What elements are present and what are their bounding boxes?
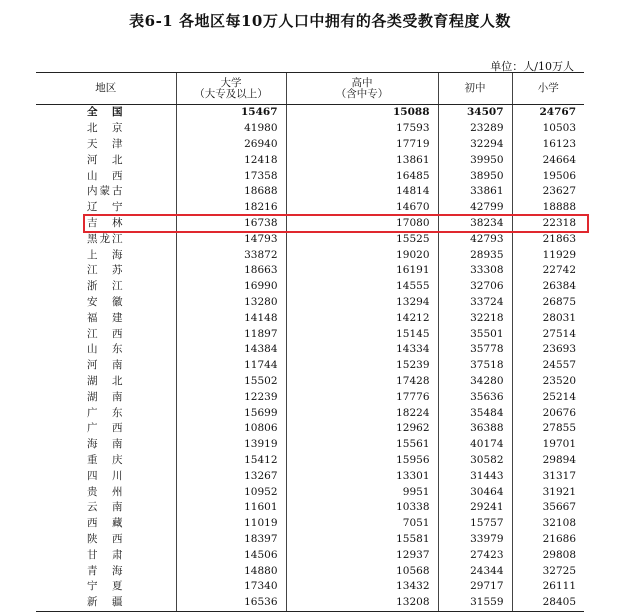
table-row bbox=[36, 326, 584, 342]
cell-college: 16738 bbox=[176, 216, 286, 232]
cell-high: 12937 bbox=[286, 547, 438, 563]
cell-high: 13294 bbox=[286, 295, 438, 311]
cell-region: 宁 夏 bbox=[87, 580, 125, 593]
cell-middle: 29241 bbox=[438, 500, 512, 516]
cell-middle: 27423 bbox=[438, 547, 512, 563]
cell-high: 17719 bbox=[286, 137, 438, 153]
cell-high: 13208 bbox=[286, 595, 438, 611]
table-row bbox=[36, 468, 584, 484]
cell-college: 12418 bbox=[176, 152, 286, 168]
header-middle: 初中 bbox=[438, 73, 512, 105]
table-row bbox=[36, 342, 584, 358]
cell-middle: 33724 bbox=[438, 295, 512, 311]
cell-high: 16191 bbox=[286, 263, 438, 279]
table-row bbox=[36, 532, 584, 548]
education-table bbox=[36, 72, 584, 612]
cell-middle: 35778 bbox=[438, 342, 512, 358]
cell-primary: 24767 bbox=[512, 105, 584, 121]
table-row bbox=[36, 358, 584, 374]
cell-primary: 26111 bbox=[512, 579, 584, 595]
cell-region: 上 海 bbox=[87, 248, 125, 261]
table-row bbox=[36, 595, 584, 611]
cell-primary: 27855 bbox=[512, 421, 584, 437]
table-body bbox=[36, 105, 584, 612]
cell-region: 广 西 bbox=[87, 422, 125, 435]
cell-college: 11744 bbox=[176, 358, 286, 374]
cell-high: 14670 bbox=[286, 200, 438, 216]
cell-high: 13861 bbox=[286, 152, 438, 168]
cell-primary: 27514 bbox=[512, 326, 584, 342]
cell-high: 14334 bbox=[286, 342, 438, 358]
cell-region: 浙 江 bbox=[87, 280, 125, 293]
cell-primary: 28031 bbox=[512, 310, 584, 326]
table-row bbox=[36, 405, 584, 421]
cell-college: 15502 bbox=[176, 374, 286, 390]
cell-primary: 16123 bbox=[512, 137, 584, 153]
cell-college: 10952 bbox=[176, 484, 286, 500]
cell-college: 14793 bbox=[176, 231, 286, 247]
cell-region: 广 东 bbox=[87, 406, 125, 419]
cell-primary: 29808 bbox=[512, 547, 584, 563]
table-title: 表6-1 各地区每10万人口中拥有的各类受教育程度人数 bbox=[129, 12, 511, 30]
cell-middle: 35501 bbox=[438, 326, 512, 342]
cell-middle: 40174 bbox=[438, 437, 512, 453]
cell-region: 重 庆 bbox=[87, 453, 125, 466]
cell-middle: 38950 bbox=[438, 168, 512, 184]
cell-region: 陕 西 bbox=[87, 532, 125, 545]
cell-middle: 42793 bbox=[438, 231, 512, 247]
cell-region: 西 藏 bbox=[87, 517, 125, 530]
cell-region: 安 徽 bbox=[87, 295, 125, 308]
cell-region: 山 西 bbox=[87, 169, 125, 182]
header-college-sub: （大专及以上） bbox=[194, 87, 268, 100]
cell-college: 14880 bbox=[176, 563, 286, 579]
cell-region: 黑龙江 bbox=[87, 232, 125, 245]
cell-region: 北 京 bbox=[87, 122, 125, 135]
header-high bbox=[286, 73, 438, 105]
cell-primary: 32108 bbox=[512, 516, 584, 532]
cell-high: 13301 bbox=[286, 468, 438, 484]
table-row bbox=[36, 137, 584, 153]
cell-college: 15699 bbox=[176, 405, 286, 421]
cell-primary: 20676 bbox=[512, 405, 584, 421]
header-region: 地区 bbox=[36, 73, 176, 105]
table-row bbox=[36, 168, 584, 184]
header-high-sub: （含中专） bbox=[335, 87, 389, 100]
cell-region: 辽 宁 bbox=[87, 201, 125, 214]
cell-primary: 23520 bbox=[512, 374, 584, 390]
cell-college: 11601 bbox=[176, 500, 286, 516]
cell-high: 15561 bbox=[286, 437, 438, 453]
cell-high: 7051 bbox=[286, 516, 438, 532]
cell-college: 17358 bbox=[176, 168, 286, 184]
cell-college: 17340 bbox=[176, 579, 286, 595]
cell-college: 11897 bbox=[176, 326, 286, 342]
cell-college: 14384 bbox=[176, 342, 286, 358]
cell-primary: 19506 bbox=[512, 168, 584, 184]
cell-middle: 32218 bbox=[438, 310, 512, 326]
table-row bbox=[36, 563, 584, 579]
cell-high: 18224 bbox=[286, 405, 438, 421]
table-row bbox=[36, 579, 584, 595]
cell-middle: 32706 bbox=[438, 279, 512, 295]
cell-college: 18663 bbox=[176, 263, 286, 279]
cell-region: 江 苏 bbox=[87, 264, 125, 277]
cell-college: 13267 bbox=[176, 468, 286, 484]
cell-middle: 39950 bbox=[438, 152, 512, 168]
cell-middle: 36388 bbox=[438, 421, 512, 437]
cell-primary: 23627 bbox=[512, 184, 584, 200]
cell-high: 16485 bbox=[286, 168, 438, 184]
cell-middle: 34280 bbox=[438, 374, 512, 390]
cell-region: 新 疆 bbox=[36, 595, 176, 611]
cell-college: 15467 bbox=[176, 105, 286, 121]
table-row bbox=[36, 216, 584, 232]
cell-college: 11019 bbox=[176, 516, 286, 532]
cell-primary: 25214 bbox=[512, 389, 584, 405]
cell-primary: 26875 bbox=[512, 295, 584, 311]
cell-college: 10806 bbox=[176, 421, 286, 437]
cell-middle: 29717 bbox=[438, 579, 512, 595]
cell-middle: 37518 bbox=[438, 358, 512, 374]
cell-high: 14814 bbox=[286, 184, 438, 200]
cell-middle: 31443 bbox=[438, 468, 512, 484]
table-row bbox=[36, 389, 584, 405]
cell-middle: 23289 bbox=[438, 121, 512, 137]
cell-college: 26940 bbox=[176, 137, 286, 153]
cell-college: 41980 bbox=[176, 121, 286, 137]
cell-primary: 21863 bbox=[512, 231, 584, 247]
header-primary: 小学 bbox=[512, 73, 584, 105]
cell-high: 9951 bbox=[286, 484, 438, 500]
header-high-label: 高中 bbox=[351, 76, 373, 89]
cell-high: 15088 bbox=[286, 105, 438, 121]
cell-middle: 33308 bbox=[438, 263, 512, 279]
cell-primary: 19701 bbox=[512, 437, 584, 453]
cell-college: 13280 bbox=[176, 295, 286, 311]
cell-middle: 32294 bbox=[438, 137, 512, 153]
cell-primary: 24664 bbox=[512, 152, 584, 168]
table-row bbox=[36, 152, 584, 168]
cell-middle: 24344 bbox=[438, 563, 512, 579]
cell-region: 福 建 bbox=[87, 311, 125, 324]
cell-high: 15956 bbox=[286, 453, 438, 469]
cell-college: 12239 bbox=[176, 389, 286, 405]
cell-primary: 11929 bbox=[512, 247, 584, 263]
cell-region: 湖 北 bbox=[87, 374, 125, 387]
cell-region: 天 津 bbox=[87, 137, 125, 150]
cell-high: 10338 bbox=[286, 500, 438, 516]
table-row bbox=[36, 374, 584, 390]
cell-region: 全 国 bbox=[87, 106, 125, 119]
cell-middle: 15757 bbox=[438, 516, 512, 532]
cell-primary: 22742 bbox=[512, 263, 584, 279]
cell-primary: 31317 bbox=[512, 468, 584, 484]
cell-college: 15412 bbox=[176, 453, 286, 469]
cell-high: 17080 bbox=[286, 216, 438, 232]
table-row bbox=[36, 437, 584, 453]
cell-high: 17593 bbox=[286, 121, 438, 137]
table-row bbox=[36, 121, 584, 137]
cell-region: 吉 林 bbox=[87, 216, 125, 229]
table-row bbox=[36, 247, 584, 263]
table-row bbox=[36, 516, 584, 532]
cell-high: 10568 bbox=[286, 563, 438, 579]
cell-primary: 10503 bbox=[512, 121, 584, 137]
cell-middle: 35484 bbox=[438, 405, 512, 421]
cell-college: 16536 bbox=[176, 595, 286, 611]
cell-primary: 28405 bbox=[512, 595, 584, 611]
cell-high: 15239 bbox=[286, 358, 438, 374]
unit-label: 单位：人/10万人 bbox=[490, 60, 574, 73]
header-college-label: 大学 bbox=[220, 76, 242, 89]
cell-region: 青 海 bbox=[87, 564, 125, 577]
cell-high: 13432 bbox=[286, 579, 438, 595]
cell-college: 13919 bbox=[176, 437, 286, 453]
cell-high: 19020 bbox=[286, 247, 438, 263]
table-row bbox=[36, 310, 584, 326]
cell-primary: 18888 bbox=[512, 200, 584, 216]
cell-middle: 38234 bbox=[438, 216, 512, 232]
cell-primary: 31921 bbox=[512, 484, 584, 500]
cell-middle: 28935 bbox=[438, 247, 512, 263]
table-row bbox=[36, 105, 584, 121]
cell-primary: 29894 bbox=[512, 453, 584, 469]
cell-region: 甘 肃 bbox=[87, 548, 125, 561]
cell-college: 18397 bbox=[176, 532, 286, 548]
cell-middle: 35636 bbox=[438, 389, 512, 405]
table-row bbox=[36, 421, 584, 437]
cell-college: 33872 bbox=[176, 247, 286, 263]
cell-middle: 30582 bbox=[438, 453, 512, 469]
cell-region: 江 西 bbox=[87, 327, 125, 340]
cell-primary: 22318 bbox=[512, 216, 584, 232]
cell-region: 四 川 bbox=[87, 469, 125, 482]
cell-middle: 30464 bbox=[438, 484, 512, 500]
cell-college: 18688 bbox=[176, 184, 286, 200]
cell-high: 15145 bbox=[286, 326, 438, 342]
cell-high: 14555 bbox=[286, 279, 438, 295]
table-row bbox=[36, 295, 584, 311]
cell-high: 15525 bbox=[286, 231, 438, 247]
cell-primary: 35667 bbox=[512, 500, 584, 516]
cell-primary: 21686 bbox=[512, 532, 584, 548]
cell-primary: 32725 bbox=[512, 563, 584, 579]
cell-college: 14148 bbox=[176, 310, 286, 326]
cell-primary: 23693 bbox=[512, 342, 584, 358]
cell-middle: 34507 bbox=[438, 105, 512, 121]
cell-region: 山 东 bbox=[87, 343, 125, 356]
cell-high: 17776 bbox=[286, 389, 438, 405]
cell-high: 12962 bbox=[286, 421, 438, 437]
cell-region: 海 南 bbox=[87, 438, 125, 451]
cell-region: 湖 南 bbox=[87, 390, 125, 403]
cell-college: 14506 bbox=[176, 547, 286, 563]
table-row bbox=[36, 200, 584, 216]
table-row bbox=[36, 484, 584, 500]
table-row bbox=[36, 263, 584, 279]
cell-middle: 31559 bbox=[438, 595, 512, 611]
cell-college: 18216 bbox=[176, 200, 286, 216]
cell-high: 15581 bbox=[286, 532, 438, 548]
table-row bbox=[36, 453, 584, 469]
cell-middle: 33861 bbox=[438, 184, 512, 200]
cell-region: 河 北 bbox=[87, 153, 125, 166]
cell-high: 17428 bbox=[286, 374, 438, 390]
cell-middle: 33979 bbox=[438, 532, 512, 548]
table-row bbox=[36, 500, 584, 516]
table-row bbox=[36, 184, 584, 200]
cell-high: 14212 bbox=[286, 310, 438, 326]
cell-college: 16990 bbox=[176, 279, 286, 295]
table-row bbox=[36, 547, 584, 563]
cell-region: 河 南 bbox=[87, 359, 125, 372]
table-row bbox=[36, 231, 584, 247]
header-row bbox=[36, 73, 584, 105]
cell-region: 云 南 bbox=[87, 501, 125, 514]
header-college bbox=[176, 73, 286, 105]
cell-region: 内蒙古 bbox=[87, 185, 125, 198]
cell-region: 贵 州 bbox=[87, 485, 125, 498]
table-row bbox=[36, 279, 584, 295]
cell-middle: 42799 bbox=[438, 200, 512, 216]
cell-primary: 24557 bbox=[512, 358, 584, 374]
cell-primary: 26384 bbox=[512, 279, 584, 295]
